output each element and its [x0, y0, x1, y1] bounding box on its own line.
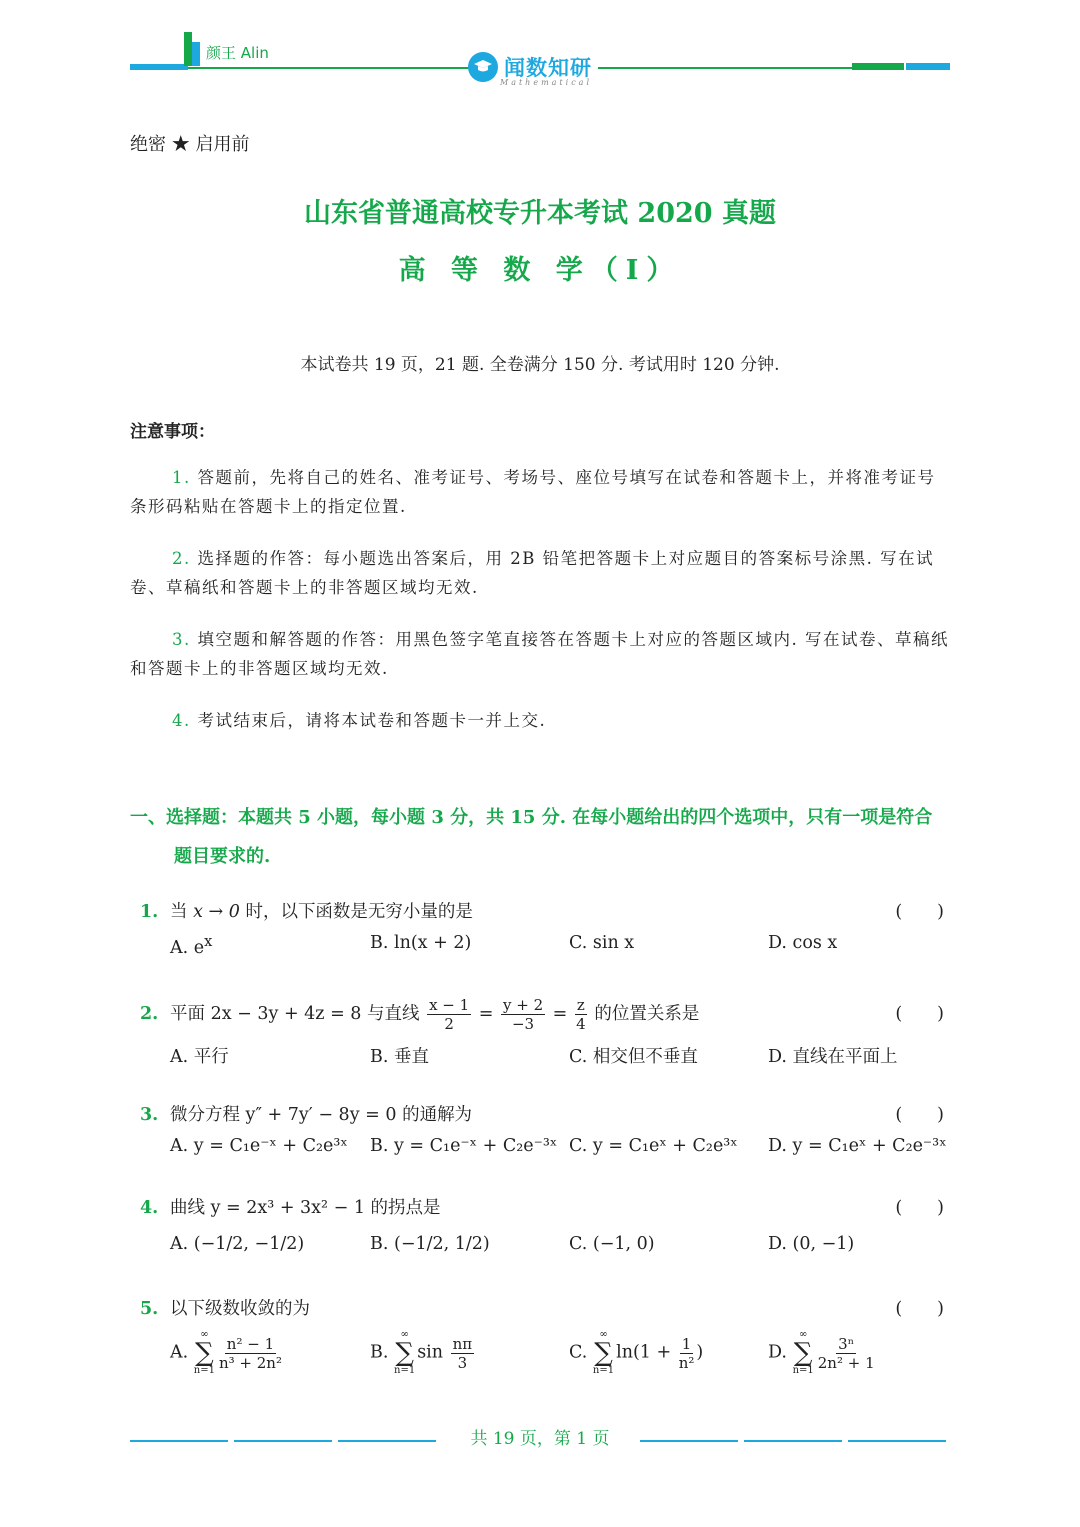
page-header: [0, 0, 1080, 100]
note-item: 1. 答题前，先将自己的姓名、准考证号、考场号、座位号填写在试卷和答题卡上，并将准考证号条形码粘贴在答题卡上的指定位置.: [130, 468, 936, 516]
header-rule-left-blue: [130, 64, 188, 70]
question-1: 1. 当 x → 0 时，以下函数是无穷小量的是 ( ): [140, 898, 950, 923]
summation: ∞ ∑ n=1: [193, 1329, 215, 1376]
page-number: 共 19 页，第 1 页: [470, 1429, 610, 1449]
option-d: D. cos x: [768, 933, 838, 953]
answer-paren: ( ): [895, 1004, 944, 1024]
fraction: $\frac{y + 2}{-3}$: [502, 996, 544, 1033]
option-a: A. (−1/2, −1/2): [170, 1234, 305, 1254]
option-b: B. ∞ ∑ n=1 sin $\frac{n\pi}{3}$: [370, 1329, 473, 1376]
option-b: B. ln(x + 2): [370, 933, 472, 953]
confidential-label: 绝密 ★ 启用前: [130, 134, 250, 155]
bars-logo-icon: [184, 32, 202, 66]
answer-paren: ( ): [895, 1299, 944, 1319]
note-item: 2. 选择题的作答：每小题选出答案后，用 2B 铅笔把答题卡上对应题目的答案标号涂黑. 写在试卷、草稿纸和答题卡上的非答题区域均无效.: [130, 549, 935, 597]
option-d: D. y = C₁eˣ + C₂e⁻³ˣ: [768, 1136, 947, 1156]
question-2: 2. 平面 2x − 3y + 4z = 8 与直线 $\frac{x - 1}{2}$ = $\frac{y + 2}{-3}$ = $\frac{z}{4}$ 的位置关系是 ( ): [140, 996, 944, 1033]
left-logo-text: 颜王 Alin: [206, 44, 269, 62]
graduation-cap-icon: [468, 52, 498, 82]
header-rule-right-green-block: [852, 63, 904, 70]
option-d: D. (0, −1): [768, 1234, 855, 1254]
option-a: A. $e^x$: [170, 933, 213, 958]
option-d: D. ∞ ∑ n=1 $\frac{\text{3ⁿ}}{\text{2n² + 1}}$: [768, 1329, 875, 1376]
option-c: C. y = C₁eˣ + C₂e³ˣ: [569, 1136, 738, 1156]
option-a: A. ∞ ∑ n=1 $\frac{\text{n² − 1}}{\text{n³ + 2n²}}$: [170, 1329, 282, 1376]
answer-paren: ( ): [895, 1105, 944, 1125]
summation: ∞ ∑ n=1: [394, 1329, 416, 1376]
header-rule-left-green: [188, 67, 470, 69]
option-a: A. 平行: [170, 1047, 229, 1067]
section-heading: 一、选择题：本题共 5 小题，每小题 3 分，共 15 分. 在每小题给出的四个选项中，只有一项是符合题目要求的.: [130, 807, 933, 867]
fraction: $\frac{x - 1}{2}$: [429, 996, 470, 1033]
question-4: 4. 曲线 y = 2x³ + 3x² − 1 的拐点是 ( ): [140, 1194, 950, 1219]
option-c: C. sin x: [569, 933, 635, 953]
exam-subtitle: 高 等 数 学（Ⅰ）: [398, 255, 682, 286]
answer-paren: ( ): [895, 902, 944, 922]
center-logo-subtitle: Mathematical: [500, 78, 592, 87]
option-b: B. 垂直: [370, 1047, 429, 1067]
left-logo: [184, 32, 269, 66]
option-d: D. 直线在平面上: [768, 1047, 898, 1067]
header-rule-right-blue-block: [906, 63, 950, 70]
header-rule-right-green: [598, 67, 852, 69]
center-logo-text: 闻数知研: [504, 56, 592, 80]
fraction: $\frac{z}{4}$: [576, 996, 586, 1033]
option-a: A. y = C₁e⁻ˣ + C₂e³ˣ: [170, 1136, 348, 1156]
question-5: 5. 以下级数收敛的为 ( ): [140, 1295, 950, 1320]
option-c: C. (−1, 0): [569, 1234, 655, 1254]
option-c: C. ∞ ∑ n=1 ln(1 + $\frac{1}{\text{n²}}$ ): [569, 1329, 704, 1376]
summation: ∞ ∑ n=1: [592, 1329, 615, 1376]
question-3: 3. 微分方程 y″ + 7y′ − 8y = 0 的通解为 ( ): [140, 1101, 950, 1126]
option-b: B. y = C₁e⁻ˣ + C₂e⁻³ˣ: [370, 1136, 558, 1156]
exam-title: 山东省普通高校专升本考试 2020 真题: [304, 198, 776, 229]
notes-heading: 注意事项：: [130, 422, 215, 442]
answer-paren: ( ): [895, 1198, 944, 1218]
summation: ∞ ∑ n=1: [792, 1329, 814, 1376]
note-item: 3. 填空题和解答题的作答：用黑色签字笔直接答在答题卡上对应的答题区域内. 写在试卷、草稿纸和答题卡上的非答题区域均无效.: [130, 630, 949, 678]
option-c: C. 相交但不垂直: [569, 1047, 698, 1067]
option-b: B. (−1/2, 1/2): [370, 1234, 490, 1254]
exam-intro: 本试卷共 19 页，21 题. 全卷满分 150 分. 考试用时 120 分钟.: [300, 355, 780, 375]
note-item: 4. 考试结束后，请将本试卷和答题卡一并上交.: [172, 711, 547, 730]
